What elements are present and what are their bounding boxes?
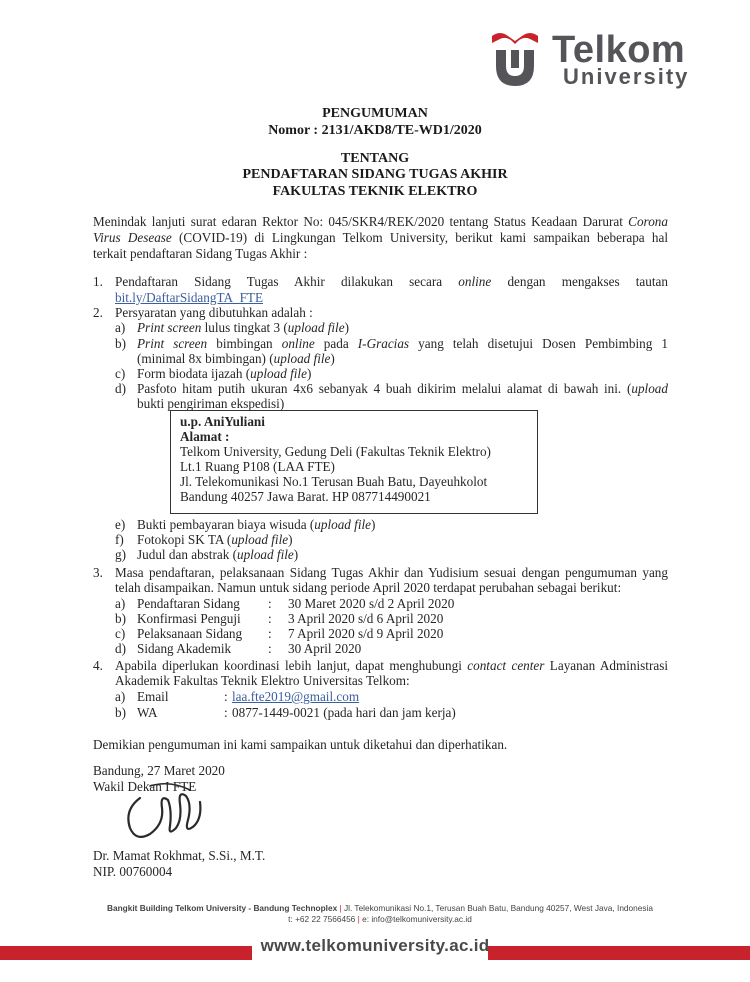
contact-wa-label: WA [137,705,158,720]
intro-line3: terkait pendaftaran Sidang Tugas Akhir : [93,246,308,261]
schedule-row-label: a) [115,596,126,611]
req-d-text-cont: bukti pengiriman ekspedisi) [137,396,285,411]
item2-text: Persyaratan yang dibutuhkan adalah : [115,305,313,320]
contact-email-sep: : [224,689,228,704]
schedule-row-label: b) [115,611,126,626]
schedule-row-label: c) [115,626,126,641]
req-b-label: b) [115,336,126,351]
item1-text: Pendaftaran Sidang Tugas Akhir dilakukan secara online dengan mengakses tautan [115,274,668,289]
req-e-text: Bukti pembayaran biaya wisuda (upload file) [137,517,376,532]
closing-text: Demikian pengumuman ini kami sampaikan untuk diketahui dan diperhatikan. [93,737,508,752]
footer-contact-line: t: +62 22 7566456 | e: info@telkomuniversity.ac.id [288,914,472,924]
req-d-label: d) [115,381,126,396]
schedule-row-sep: : [268,596,272,611]
req-f-text: Fotokopi SK TA (upload file) [137,532,293,547]
schedule-row-label: d) [115,641,126,656]
schedule-row-date: 30 Maret 2020 s/d 2 April 2020 [288,596,455,611]
contact-email-label: Email [137,689,169,704]
signatory-name: Dr. Mamat Rokhmat, S.Si., M.T. [93,848,266,863]
doc-subject-line1: PENDAFTARAN SIDANG TUGAS AKHIR [242,167,508,182]
schedule-row-date: 30 April 2020 [288,641,362,656]
req-b-text-cont: (minimal 8x bimbingan) (upload file) [137,351,335,366]
doc-title: PENGUMUMAN [322,106,428,121]
schedule-row-name: Sidang Akademik [137,641,232,656]
address-line1: Telkom University, Gedung Deli (Fakultas Teknik Elektro) [180,444,491,459]
contact-wa-label-letter: b) [115,705,126,720]
req-a-text: Print screen lulus tingkat 3 (upload file) [137,320,349,335]
req-d-text: Pasfoto hitam putih ukuran 4x6 sebanyak 4 buah dikirim melalui alamat di bawah ini. (upload [137,381,668,396]
req-b-text: Print screen bimbingan online pada I-Gracias yang telah disetujui Dosen Pembimbing 1 [137,336,668,351]
schedule-row-name: Konfirmasi Penguji [137,611,241,626]
req-a-label: a) [115,320,126,335]
contact-wa-value: 0877-1449-0021 (pada hari dan jam kerja) [232,705,456,720]
logo-word-telkom: Telkom [552,29,686,71]
signatory-nip: NIP. 00760004 [93,864,173,879]
item2-number: 2. [93,305,103,320]
intro-line1: Menindak lanjuti surat edaran Rektor No: 045/SKR4/REK/2020 tentang Status Keadaan Darurat Corona [93,214,668,229]
address-line2: Lt.1 Ruang P108 (LAA FTE) [180,459,335,474]
item1-number: 1. [93,274,103,289]
address-line3: Jl. Telekomunikasi No.1 Terusan Buah Batu, Dayeuhkolot [180,474,488,489]
item4-line1: Apabila diperlukan koordinasi lebih lanjut, dapat menghubungi contact center Layanan Administrasi [115,658,668,673]
item3-line1: Masa pendaftaran, pelaksanaan Sidang Tugas Akhir dan Yudisium sesuai dengan pengumuman yang [115,565,668,580]
address-label: Alamat : [180,429,230,444]
req-c-text: Form biodata ijazah (upload file) [137,366,312,381]
contact-email-link[interactable]: laa.fte2019@gmail.com [232,689,360,704]
sign-position: Wakil Dekan I FTE [93,779,197,794]
daftar-sidang-link[interactable]: bit.ly/DaftarSidangTA_FTE [115,290,264,305]
doc-number: Nomor : 2131/AKD8/TE-WD1/2020 [268,123,482,138]
item3-line2: telah disampaikan. Namun untuk sidang periode April 2020 terdapat perubahan sebagai berikut: [115,580,622,595]
footer-website-url[interactable]: www.telkomuniversity.ac.id [260,936,490,955]
schedule-row-sep: : [268,641,272,656]
schedule-row-date: 7 April 2020 s/d 9 April 2020 [288,626,444,641]
req-e-label: e) [115,517,126,532]
schedule-row-date: 3 April 2020 s/d 6 April 2020 [288,611,444,626]
contact-wa-sep: : [224,705,228,720]
footer-address-line: Bangkit Building Telkom University - Bandung Technoplex | Jl. Telekomunikasi No.1, Terusan Buah Batu, Bandung 40257, West Java, Indonesia [107,903,653,913]
req-g-label: g) [115,547,126,562]
intro-line2: Virus Desease (COVID-19) di Lingkungan Telkom University, berikut kami sampaikan beberapa hal [93,230,668,245]
schedule-row-name: Pelaksanaan Sidang [137,626,243,641]
contact-email-label-letter: a) [115,689,126,704]
item3-number: 3. [93,565,103,580]
req-c-label: c) [115,366,126,381]
item4-number: 4. [93,658,103,673]
req-g-text: Judul dan abstrak (upload file) [137,547,299,562]
sign-place-date: Bandung, 27 Maret 2020 [93,763,225,778]
schedule-row-sep: : [268,611,272,626]
address-recipient: u.p. AniYuliani [180,414,265,429]
signature-scribble-icon [120,780,210,846]
doc-subject-line2: FAKULTAS TEKNIK ELEKTRO [272,184,478,199]
item4-line2: Akademik Fakultas Teknik Elektro Universitas Telkom: [115,673,410,688]
schedule-row-sep: : [268,626,272,641]
address-line4: Bandung 40257 Jawa Barat. HP 087714490021 [180,489,431,504]
schedule-row-name: Pendaftaran Sidang [137,596,240,611]
logo-word-university: University [563,64,690,89]
req-f-label: f) [115,532,124,547]
telkom-logo-mark-icon [490,30,540,90]
doc-about: TENTANG [340,151,410,166]
